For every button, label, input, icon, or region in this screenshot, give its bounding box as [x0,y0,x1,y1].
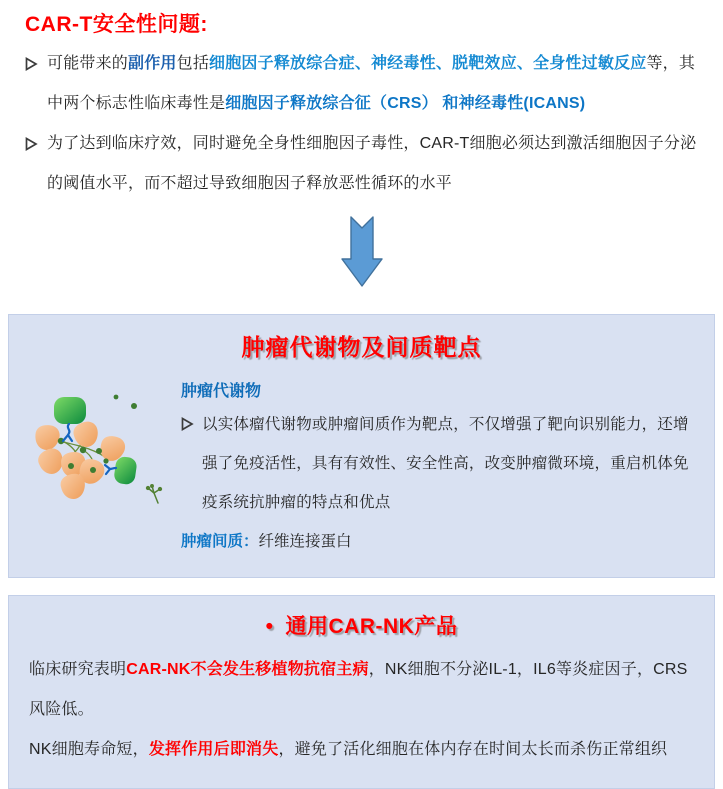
text-segment: 包括 [176,55,210,72]
metabolite-panel-body [9,366,714,561]
bullet-text [47,44,701,124]
carnk-title-text: 通用CAR-NK产品 [285,615,458,638]
tumor-cells [33,420,129,500]
intro-bullets [0,42,723,204]
page-title: CAR-T安全性问题: [25,13,208,36]
tumor-illustration [9,366,181,561]
text-segment: 等，其中两个标志性临床毒性是 [47,55,696,112]
bullet-arrow-icon [25,44,47,76]
metabolite-subtitle: 肿瘤代谢物 [181,383,262,400]
bullet-arrow-icon [181,405,202,436]
text-highlight-disappear: 发挥作用后即消失 [148,741,279,758]
carnk-panel [8,595,715,789]
bullet-arrow-icon [25,124,47,156]
car-receptor-icon [63,424,72,441]
text-segment: ，避免了活化细胞在体内存在时间太长而杀伤正常组织 [278,741,668,758]
down-arrow-icon [340,216,384,288]
slide [0,8,723,771]
text-highlight-crs-icans: 细胞因子释放综合征（CRS） 和神经毒性(ICANS) [225,95,586,112]
metabolite-text-column [181,366,714,561]
metabolite-panel-title: 肿瘤代谢物及间质靶点 [241,334,482,360]
bullet-item-metabolite [181,405,700,522]
stroma-line [181,522,700,561]
branched-molecule-icon [147,485,162,503]
text-highlight-side-effect: 副作用 [128,55,177,72]
text-segment: ，NK细胞不分泌IL-1，IL6等炎症因子，CRS风险低。 [29,661,688,718]
text-segment: 临床研究表明 [29,661,127,678]
text-highlight-toxicity-list: 细胞因子释放综合症、神经毒性、脱靶效应、全身性过敏反应 [209,55,647,72]
carnk-paragraph-1 [29,650,694,730]
stroma-label: 肿瘤间质： [181,533,259,550]
bullet-item-side-effects [25,44,701,124]
car-receptor-icon [105,465,116,474]
title-bullet-dot: • [265,615,274,638]
bullet-text: 为了达到临床疗效，同时避免全身性细胞因子毒性，CAR-T细胞必须达到激活细胞因子分泌的阈值水平，而不超过导致细胞因子释放恶性循环的水平 [47,135,697,192]
text-segment: NK细胞寿命短， [29,741,149,758]
metabolite-panel [8,314,715,578]
carnk-paragraph-2 [29,730,694,770]
text-segment: 可能带来的 [47,55,129,72]
stroma-value: 纤维连接蛋白 [258,533,352,550]
bullet-text: 以实体瘤代谢物或肿瘤间质作为靶点，不仅增强了靶向识别能力，还增强了免疫活性，具有有效性、安全性高，改变肿瘤微环境，重启机体免疫系统抗肿瘤的特点和优点 [202,416,689,511]
bullet-item-threshold [25,124,701,204]
carnk-panel-title [29,610,694,640]
text-highlight-gvhd: CAR-NK不会发生移植物抗宿主病 [126,661,369,678]
